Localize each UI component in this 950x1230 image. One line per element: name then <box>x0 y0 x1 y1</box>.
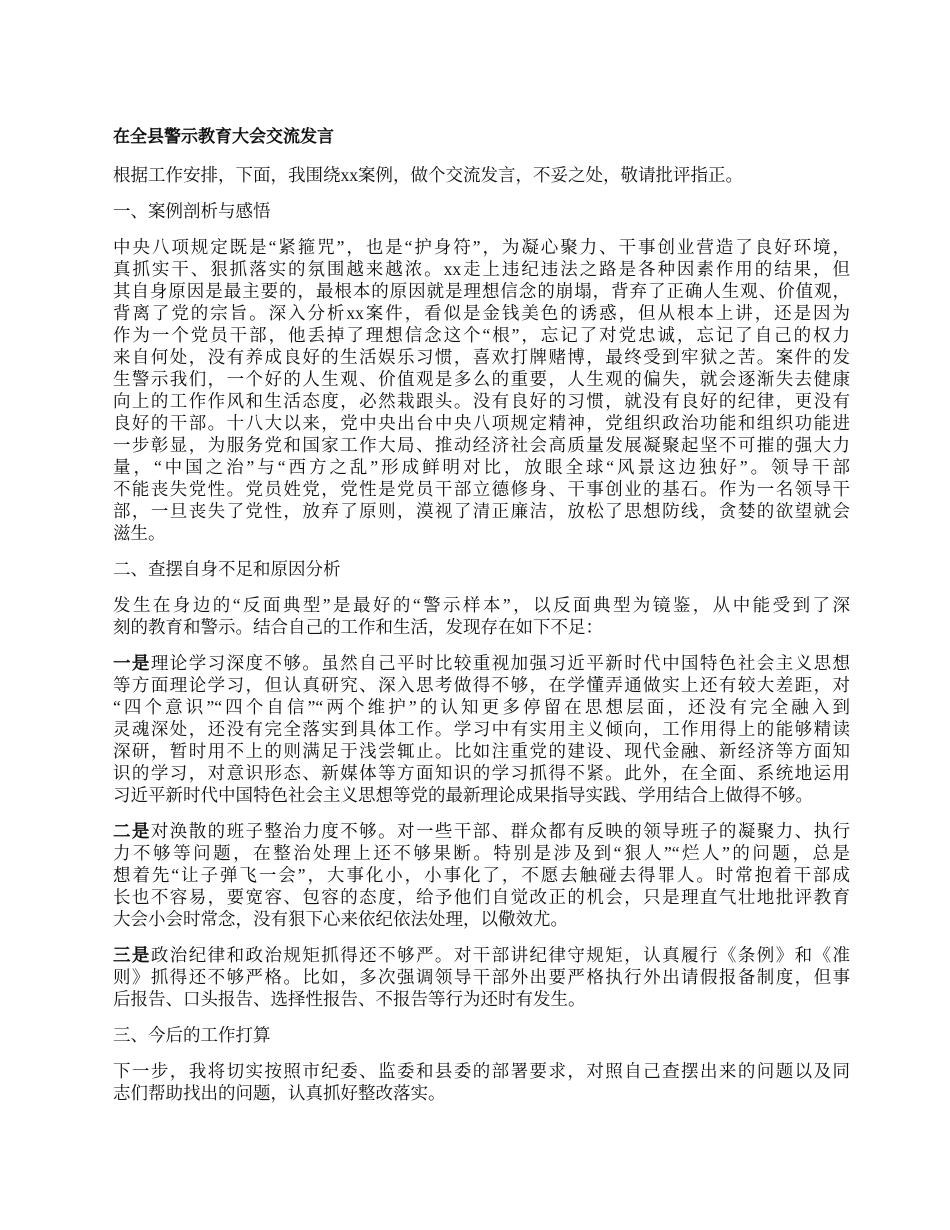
text-line: 根据工作安排，下面，我围绕xx案例，做个交流发言，不妥之处，敬请批评指正。 <box>113 165 743 185</box>
text-line: 中央八项规定既是“紧箍咒”，也是“护身符”，为凝心聚力、干事创业营造了良好环境， <box>113 237 850 257</box>
text-line: 二是对涣散的班子整治力度不够。对一些干部、群众都有反映的领导班子的凝聚力、执行 <box>113 821 851 841</box>
text-line: 想着先“让子弹飞一会”，大事化小，小事化了，不愿去触碰去得罪人。时常抱着干部成 <box>113 865 850 885</box>
text-line: 向上的工作作风和生活态度，必然栽跟头。没有良好的习惯，就没有良好的纪律，更没有 <box>113 391 850 411</box>
text-line: 发生在身边的“反面典型”是最好的“警示样本”，以反面典型为镜鉴，从中能受到了深 <box>113 595 850 615</box>
text-line: 其自身原因是最主要的，最根本的原因就是理想信念的崩塌，背弃了正确人生观、价值观， <box>113 281 850 301</box>
text-line: “四个意识”“四个自信”“两个维护”的认知更多停留在思想层面，还没有完全融入到 <box>113 697 850 717</box>
text-line: 志们帮助找出的问题，认真抓好整改落实。 <box>113 1083 446 1103</box>
text-line: 三是政治纪律和政治规矩抓得还不够严。对干部讲纪律守规矩，认真履行《条例》和《准 <box>113 945 851 965</box>
section3-heading: 三、今后的工作打算 <box>113 1025 271 1045</box>
text-line: 习近平新时代中国特色社会主义思想等党的最新理论成果指导实践、学用结合上做得不够。 <box>113 785 813 805</box>
text-line: 长也不容易，要宽容、包容的态度，给予他们自觉改正的机会，只是理直气壮地批评教育 <box>113 887 850 907</box>
point-label: 一是 <box>113 653 151 673</box>
section2-intro-paragraph <box>113 594 850 638</box>
text-line: 滋生。 <box>113 523 166 543</box>
text-line: 不能丧失党性。党员姓党，党性是党员干部立德修身、干事创业的基石。作为一名领导干 <box>113 479 850 499</box>
text-line: 则》抓得还不够严格。比如，多次强调领导干部外出要严格执行外出请假报备制度，但事 <box>113 967 850 987</box>
text-line: 一是理论学习深度不够。虽然自己平时比较重视加强习近平新时代中国特色社会主义思想 <box>113 653 851 673</box>
point-label: 三是 <box>113 945 151 965</box>
text-line: 良好的干部。十八大以来，党中央出台中央八项规定精神，党组织政治功能和组织功能进 <box>113 413 850 433</box>
section1-paragraph <box>113 236 850 544</box>
text-line: 大会小会时常念，没有狠下心来依纪依法处理，以儆效尤。 <box>113 909 568 929</box>
point-label: 二是 <box>113 821 151 841</box>
text-line: 下一步，我将切实按照市纪委、监委和县委的部署要求，对照自己查摆出来的问题以及同 <box>113 1061 850 1081</box>
point2-paragraph <box>113 820 850 930</box>
document-page <box>113 126 850 1118</box>
text-line: 识的学习，对意识形态、新媒体等方面知识的学习抓得不紧。此外，在全面、系统地运用 <box>113 763 850 783</box>
text-line: 生警示我们，一个好的人生观、价值观是多么的重要，人生观的偏失，就会逐渐失去健康 <box>113 369 850 389</box>
text-line: 等方面理论学习，但认真研究、深入思考做得不够，在学懂弄通做实上还有较大差距，对 <box>113 675 850 695</box>
text-line: 作为一个党员干部，他丢掉了理想信念这个“根”，忘记了对党忠诚，忘记了自己的权力 <box>113 325 850 345</box>
text-line: 背离了党的宗旨。深入分析xx案件，看似是金钱美色的诱惑，但从根本上讲，还是因为 <box>113 303 850 323</box>
section2-heading: 二、查摆自身不足和原因分析 <box>113 559 341 579</box>
text-line: 力不够等问题，在整治处理上还不够果断。特别是涉及到“狠人”“烂人”的问题，总是 <box>113 843 850 863</box>
text-line: 部，一旦丧失了党性，放弃了原则，漠视了清正廉洁，放松了思想防线，贪婪的欲望就会 <box>113 501 850 521</box>
text-line: 刻的教育和警示。结合自己的工作和生活，发现存在如下不足： <box>113 617 603 637</box>
point3-paragraph <box>113 944 850 1010</box>
text-line: 量，“中国之治”与“西方之乱”形成鲜明对比，放眼全球“风景这边独好”。领导干部 <box>113 457 850 477</box>
point1-paragraph <box>113 652 850 806</box>
intro-paragraph <box>113 164 850 186</box>
section3-paragraph <box>113 1060 850 1104</box>
document-title: 在全县警示教育大会交流发言 <box>113 127 334 146</box>
text-line: 后报告、口头报告、选择性报告、不报告等行为还时有发生。 <box>113 989 586 1009</box>
text-line: 真抓实干、狠抓落实的氛围越来越浓。xx走上违纪违法之路是各种因素作用的结果，但 <box>113 259 850 279</box>
text-line: 来自何处，没有养成良好的生活娱乐习惯，喜欢打牌赌博，最终受到牢狱之苦。案件的发 <box>113 347 850 367</box>
text-line: 深研，暂时用不上的则满足于浅尝辄止。比如注重党的建设、现代金融、新经济等方面知 <box>113 741 850 761</box>
section1-heading: 一、案例剖析与感悟 <box>113 201 271 221</box>
text-line: 灵魂深处，还没有完全落实到具体工作。学习中有实用主义倾向，工作用得上的能够精读 <box>113 719 850 739</box>
text-line: 一步彰显，为服务党和国家工作大局、推动经济社会高质量发展凝聚起坚不可摧的强大力 <box>113 435 850 455</box>
